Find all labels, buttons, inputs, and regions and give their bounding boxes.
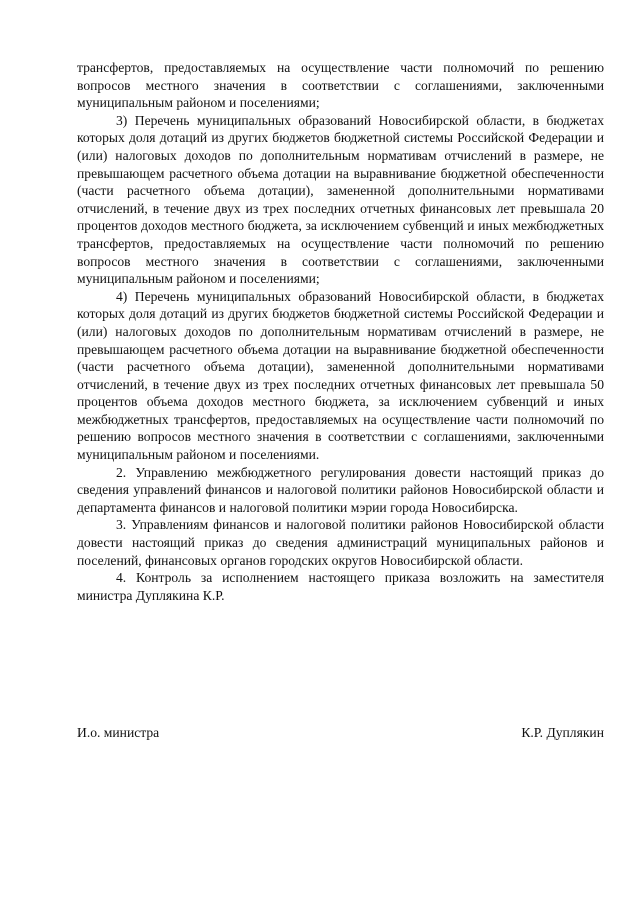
paragraph-clause-2: 2. Управлению межбюджетного регулирования довести настоящий приказ до сведения управлений финансов и налоговой политики районов Новосибирской области и департамента финансов и налоговой политики мэрии города Новосибирска. [77,464,604,515]
paragraph-list-item-3: 3) Перечень муниципальных образований Новосибирской области, в бюджетах которых доля дотаций из других бюджетов бюджетной системы Российской Федерации и (или) налоговых доходов по дополнительным нормативам отчислений в размере, не превышающем расчетного объема дотации на выравнивание бюджетной обеспеченности (части расчетного объема дотации), замененной дополнительными нормативами отчислений, в течение двух из трех последних отчетных финансовых лет превышала 20 процентов доходов местного бюджета, за исключением субвенций и иных межбюджетных трансфертов, предоставляемых на осуществление части полномочий по решению вопросов местного значения в соответствии с соглашениями, заключенными муниципальным районом и поселениями; [77,112,604,287]
signature-block [77,724,604,742]
signatory-position: И.о. министра [77,725,160,740]
signatory-name: К.Р. Дуплякин [521,725,604,740]
document-body [77,59,604,604]
paragraph-clause-4: 4. Контроль за исполнением настоящего приказа возложить на заместителя министра Дуплякина К.Р. [77,570,604,603]
paragraph-list-item-4: 4) Перечень муниципальных образований Новосибирской области, в бюджетах которых доля дотаций из других бюджетов бюджетной системы Российской Федерации и (или) налоговых доходов по дополнительным нормативам отчислений в размере, не превышающем расчетного объема дотации на выравнивание бюджетной обеспеченности (части расчетного объема дотации), замененной дополнительными нормативами отчислений, в течение двух из трех последних отчетных финансовых лет превышала 50 процентов объема доходов местного бюджета, за исключением субвенций и иных межбюджетных трансфертов, предоставляемых на осуществление части полномочий по решению вопросов местного значения в соответствии с соглашениями, заключенными муниципальным районом и поселениями. [77,288,604,463]
paragraph-clause-3: 3. Управлениям финансов и налоговой политики районов Новосибирской области довести настоящий приказ до сведения администраций муниципальных районов и поселений, финансовых органов городских округов Новосибирской области. [77,517,604,568]
paragraph-continuation: трансфертов, предоставляемых на осуществление части полномочий по решению вопросов местного значения в соответствии с соглашениями, заключенными муниципальным районом и поселениями; [77,60,604,111]
